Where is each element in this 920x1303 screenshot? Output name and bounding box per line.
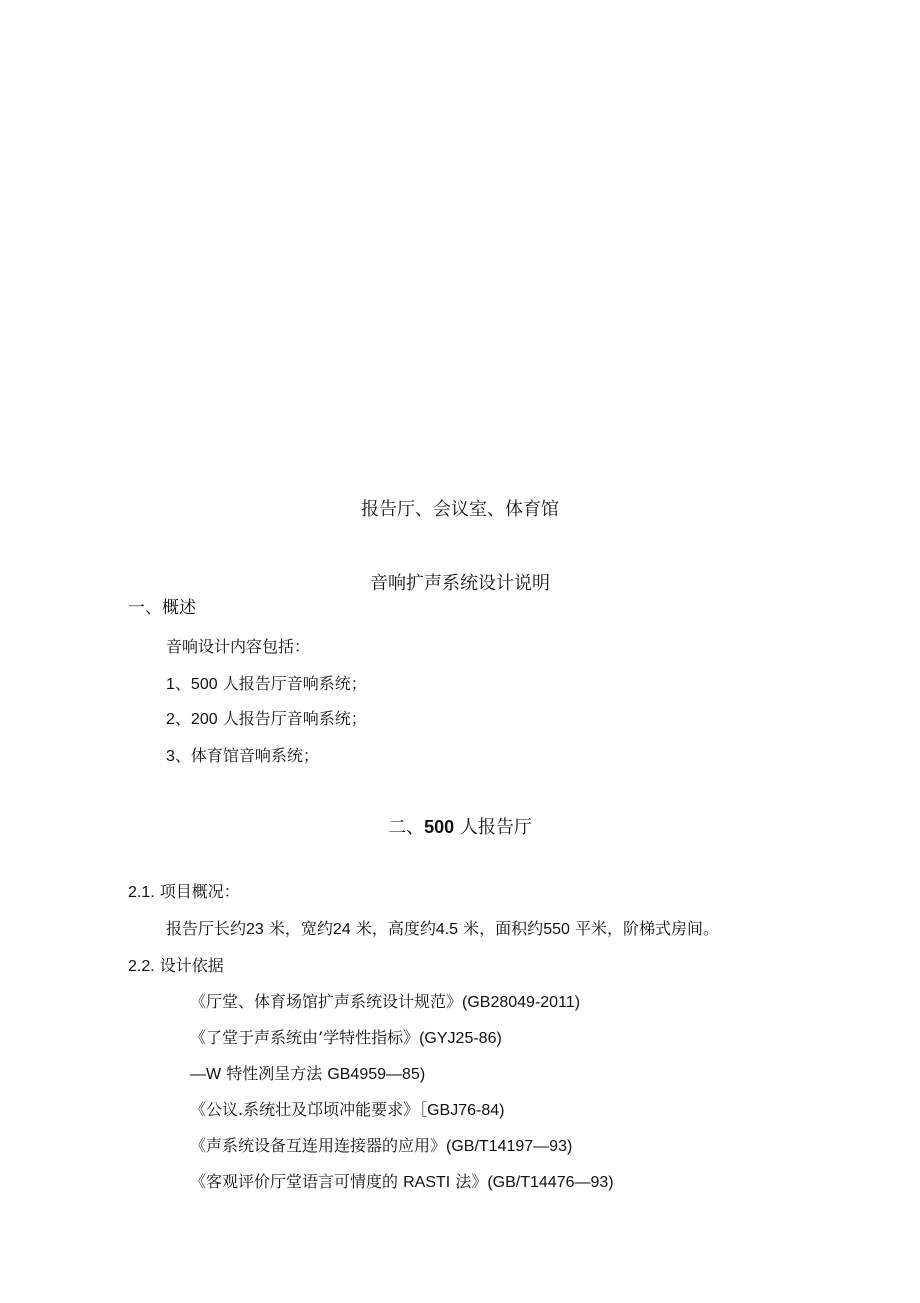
section1-heading: 一、概述 (128, 598, 196, 618)
list-item: 3、体育馆音响系统； (166, 746, 319, 765)
document-title-line1: 报告厅、会议室、体育馆 (361, 499, 559, 520)
reference-item: 《厅堂、体育场馆扩声系统设计规范》(GB28049-2011) (190, 992, 581, 1011)
document-title-line2: 音响扩声系统设计说明 (370, 573, 550, 594)
section1-intro: 音响设计内容包括： (166, 637, 311, 656)
subsection-2-2-heading: 2.2. 设计依据 (128, 956, 224, 975)
reference-item: 《客观评价厅堂语言可情度的 RASTI 法》(GB/T14476—93) (190, 1172, 614, 1191)
list-item: 2、200 人报告厅音响系统； (166, 709, 367, 728)
project-description: 报告厅长约23 米，宽约24 米，高度约4.5 米，面积约550 平米，阶梯式房间。 (166, 919, 719, 938)
reference-item: 《了堂于声系统由’学特性指标》(GYJ25-86) (190, 1028, 502, 1047)
reference-item: 《公议.系统壮及邙顷冲能要求》［GBJ76-84) (190, 1100, 505, 1119)
list-item: 1、500 人报告厅音响系统； (166, 674, 367, 693)
reference-item: —W 特性冽呈方法 GB4959—85) (190, 1064, 426, 1083)
subsection-2-1-heading: 2.1. 项目概况： (128, 882, 240, 901)
reference-item: 《声系统设备互连用连接器的应用》(GB/T14197—93) (190, 1136, 573, 1155)
section2-heading: 二、500 人报告厅 (388, 817, 532, 838)
